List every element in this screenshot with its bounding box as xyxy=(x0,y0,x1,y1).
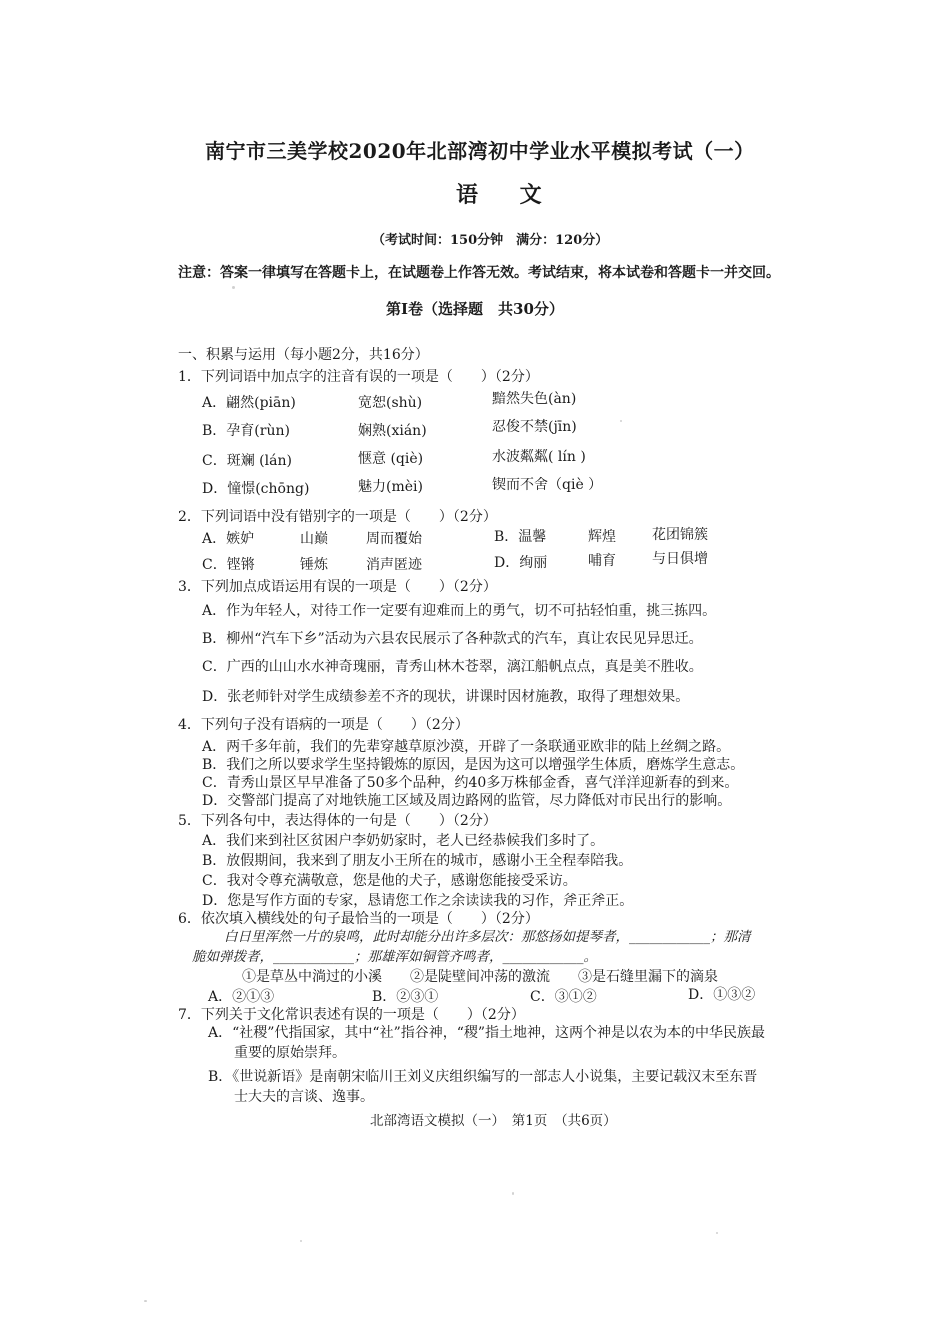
q5-option-a: A．我们来到社区贫困户李奶奶家时，老人已经恭候我们多时了。 xyxy=(202,833,605,849)
q1-option-c-word3: 水波粼粼( lín ) xyxy=(492,449,586,465)
q4-option-a: A．两千多年前，我们的先辈穿越草原沙漠，开辟了一条联通亚欧非的陆上丝绸之路。 xyxy=(202,739,731,755)
q4-option-c: C．青秀山景区早早准备了50多个品种，约40多万株郁金香，喜气洋洋迎新春的到来。 xyxy=(202,775,739,791)
q2-option-b-word3: 花团锦簇 xyxy=(652,527,708,543)
q2-option-c-word3: 消声匿迹 xyxy=(366,557,422,573)
q1-option-c: C．斑斓 (lán) xyxy=(202,453,292,469)
q3-option-a: A．作为年轻人，对待工作一定要有迎难而上的勇气，切不可拈轻怕重，挑三拣四。 xyxy=(202,603,717,619)
q1-option-b-word2: 娴熟(xián) xyxy=(358,423,427,439)
q1-option-d: D．憧憬(chōng) xyxy=(202,481,310,497)
volume-heading: 第Ⅰ卷（选择题 共30分） xyxy=(386,300,564,318)
exam-info: （考试时间：150分钟 满分：120分） xyxy=(372,233,609,248)
q2-option-d-word2: 哺育 xyxy=(588,553,616,569)
question-5-stem: 5．下列各句中，表达得体的一句是（ ）（2分） xyxy=(178,813,497,829)
scan-speck xyxy=(716,1232,718,1234)
scan-speck xyxy=(300,1240,302,1242)
q6-answer-d: D．①③② xyxy=(688,987,756,1003)
section-heading: 一、积累与运用（每小题2分，共16分） xyxy=(178,347,429,363)
q2-option-b-word2: 辉煌 xyxy=(588,529,616,545)
q5-option-c: C．我对令尊充满敬意，您是他的犬子，感谢您能接受采访。 xyxy=(202,873,577,889)
q7-option-a-line2: 重要的原始崇拜。 xyxy=(234,1045,346,1061)
question-2-stem: 2．下列词语中没有错别字的一项是（ ）（2分） xyxy=(178,509,497,525)
question-1-stem: 1．下列词语中加点字的注音有误的一项是（ ）（2分） xyxy=(178,369,539,385)
q4-option-d: D．交警部门提高了对地铁施工区域及周边路网的监管，尽力降低对市民出行的影响。 xyxy=(202,793,732,809)
scan-speck xyxy=(512,1192,514,1195)
question-4-stem: 4．下列句子没有语病的一项是（ ）（2分） xyxy=(178,717,469,733)
q1-option-d-word2: 魅力(mèi) xyxy=(358,479,423,495)
q2-option-a-word2: 山巅 xyxy=(300,531,328,547)
q7-option-b-line1: B．《世说新语》是南朝宋临川王刘义庆组织编写的一部志人小说集，主要记载汉末至东晋 xyxy=(208,1069,758,1085)
question-6-stem: 6．依次填入横线处的句子最恰当的一项是（ ）（2分） xyxy=(178,911,539,927)
q1-option-a: A．翩然(piān) xyxy=(202,395,296,411)
q2-option-d-word3: 与日俱增 xyxy=(652,551,708,567)
q5-option-d: D．您是写作方面的专家，恳请您工作之余读读我的习作，斧正斧正。 xyxy=(202,893,634,909)
q1-option-d-word3: 锲而不舍（qiè ） xyxy=(492,477,603,493)
q1-option-c-word2: 惬意 (qiè) xyxy=(358,451,424,467)
q6-passage-line2: 脆如弹拨者，____________；那雄浑如铜管齐鸣者，____________。 xyxy=(192,949,597,965)
q3-option-d: D．张老师针对学生成绩参差不齐的现状，讲课时因材施教，取得了理想效果。 xyxy=(202,689,690,705)
q2-option-c: C．铿锵 xyxy=(202,557,255,573)
page-footer: 北部湾语文模拟（一） 第1页 （共6页） xyxy=(370,1113,617,1129)
q2-option-c-word2: 锤炼 xyxy=(300,557,328,573)
q2-option-a: A．嫉妒 xyxy=(202,531,255,547)
scan-speck xyxy=(144,1300,147,1302)
subject-title: 语 文 xyxy=(456,182,542,208)
q2-option-d: D．绚丽 xyxy=(494,555,548,571)
scan-speck xyxy=(620,420,622,422)
q5-option-b: B．放假期间，我来到了朋友小王所在的城市，感谢小王全程奉陪我。 xyxy=(202,853,633,869)
question-7-stem: 7．下列关于文化常识表述有误的一项是（ ）（2分） xyxy=(178,1007,525,1023)
q2-option-a-word3: 周而覆始 xyxy=(366,531,422,547)
q1-option-a-word3: 黯然失色(àn) xyxy=(492,391,577,407)
q7-option-a-line1: A．“社稷”代指国家，其中“社”指谷神，“稷”指土地神，这两个神是以农为本的中华民族最 xyxy=(208,1025,766,1041)
exam-title: 南宁市三美学校2020年北部湾初中学业水平模拟考试（一） xyxy=(205,139,755,163)
q1-option-b-word3: 忍俊不禁(jīn) xyxy=(492,419,577,435)
q6-choices: ①是草丛中淌过的小溪 ②是陡壁间冲荡的激流 ③是石缝里漏下的滴泉 xyxy=(242,969,718,985)
q6-answer-a: A．②①③ xyxy=(208,989,275,1005)
q6-answer-c: C．③①② xyxy=(530,989,597,1005)
q3-option-c: C．广西的山山水水神奇瑰丽，青秀山林木苍翠，漓江船帆点点，真是美不胜收。 xyxy=(202,659,703,675)
question-3-stem: 3．下列加点成语运用有误的一项是（ ）（2分） xyxy=(178,579,497,595)
q7-option-b-line2: 士大夫的言谈、逸事。 xyxy=(234,1089,374,1105)
q6-passage-line1: 白日里浑然一片的泉鸣，此时却能分出许多层次：那悠扬如提琴者，____________；那清 xyxy=(224,929,751,945)
q2-option-b: B．温馨 xyxy=(494,529,547,545)
notice-text: 注意：答案一律填写在答题卡上，在试题卷上作答无效。考试结束，将本试卷和答题卡一并交回。 xyxy=(178,265,780,281)
q1-option-b: B．孕育(rùn) xyxy=(202,423,290,439)
q6-answer-b: B．②③① xyxy=(372,989,439,1005)
q1-option-a-word2: 宽恕(shù) xyxy=(358,395,423,411)
scan-speck xyxy=(232,286,235,289)
q3-option-b: B．柳州“汽车下乡”活动为六县农民展示了各种款式的汽车，真让农民见异思迁。 xyxy=(202,631,703,647)
q4-option-b: B．我们之所以要求学生坚持锻炼的原因，是因为这可以增强学生体质，磨炼学生意志。 xyxy=(202,757,745,773)
